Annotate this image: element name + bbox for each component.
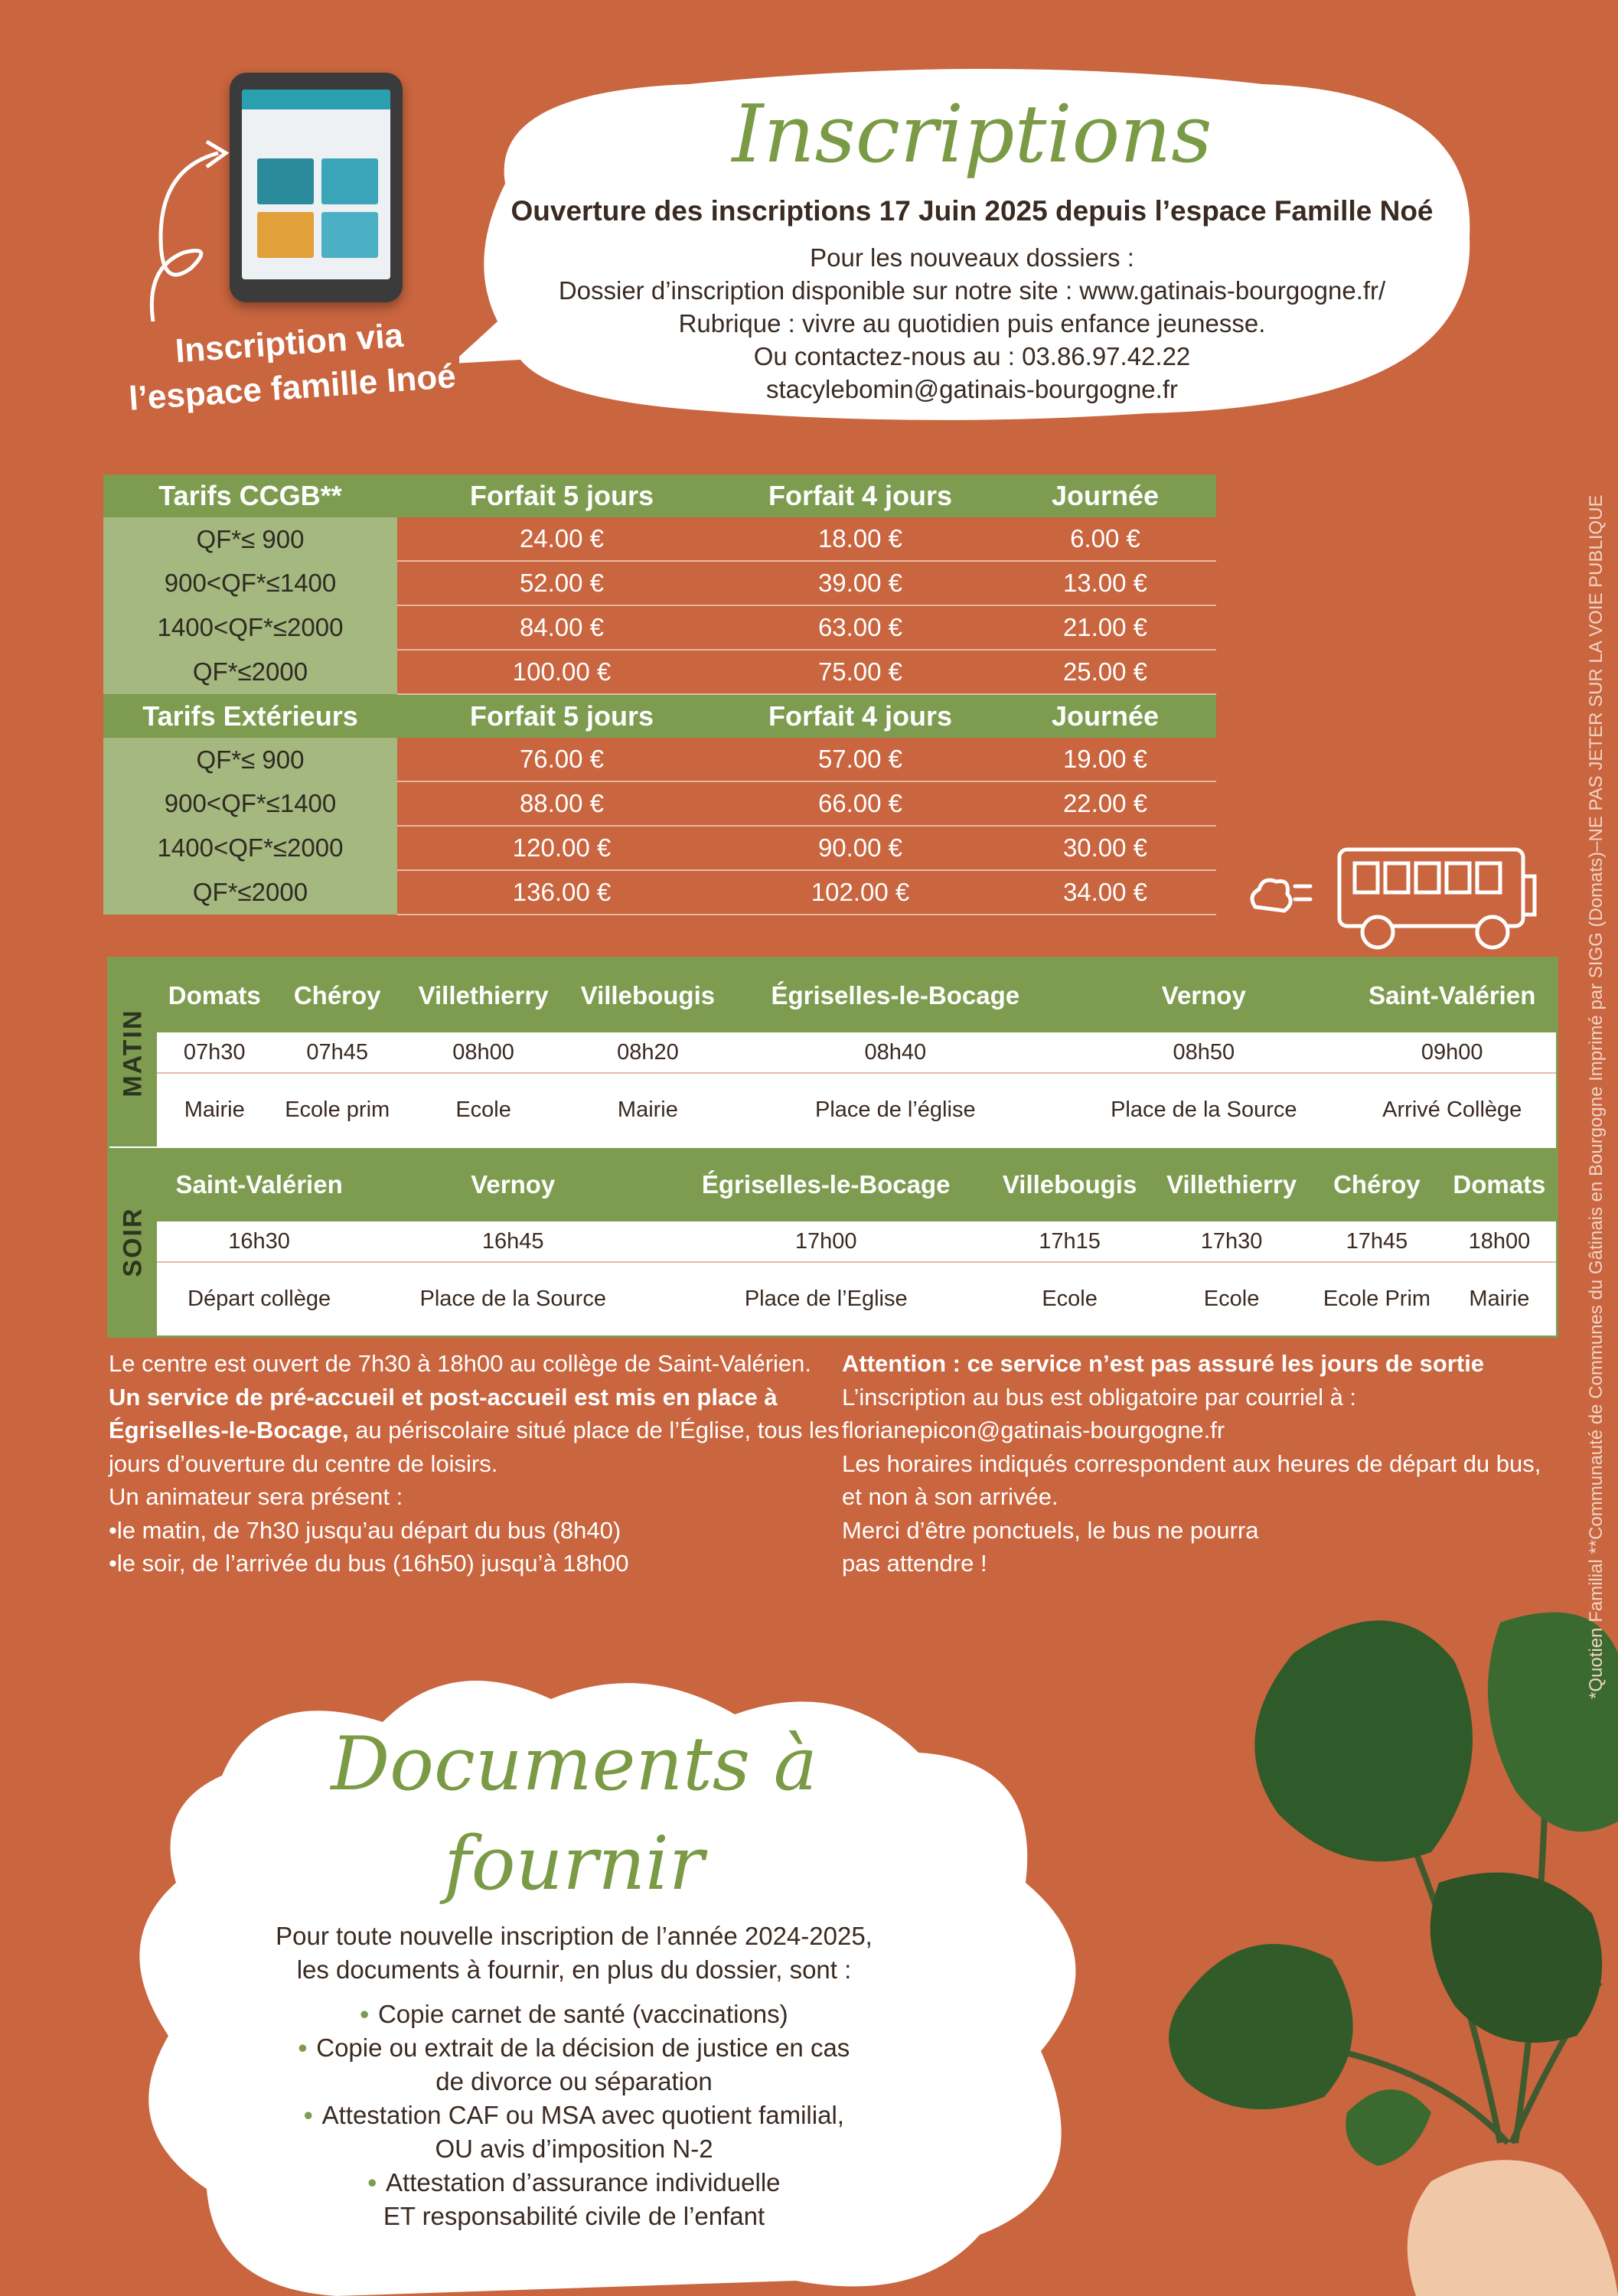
phone-line[interactable]: Ou contactez-nous au : 03.86.97.42.22: [753, 342, 1191, 370]
soir-table: [157, 1148, 1556, 1335]
table-row: 900<QF*≤1400 52.00 € 39.00 € 13.00 €: [103, 561, 1216, 605]
documents-title: Documents à fournir: [331, 1721, 817, 1906]
tarifs-header-row: [103, 694, 1216, 738]
table-row: QF*≤2000 100.00 € 75.00 € 25.00 €: [103, 650, 1216, 694]
city-row: Saint-Valérien Vernoy Égriselles-le-Bocage Villebougis Villethierry Chéroy Domats: [157, 1148, 1556, 1221]
tarifs-table: [103, 475, 1216, 915]
inscriptions-panel: [490, 80, 1454, 406]
documents-panel: [191, 1714, 957, 2233]
matin-table: [157, 959, 1556, 1146]
bus-email-link[interactable]: florianepicon@gatinais-bourgogne.fr: [842, 1417, 1225, 1443]
table-row: QF*≤2000 136.00 € 102.00 € 34.00 €: [103, 870, 1216, 915]
website-line[interactable]: Dossier d’inscription disponible sur notre site : www.gatinais-bourgogne.fr/: [558, 276, 1386, 305]
info-line: Pour les nouveaux dossiers :: [810, 243, 1134, 272]
curved-arrow-icon: [130, 138, 245, 329]
group-label: Tarifs Extérieurs: [103, 694, 397, 738]
table-row: QF*≤ 900 76.00 € 57.00 € 19.00 €: [103, 738, 1216, 781]
place-row: Départ collège Place de la Source Place de l’Eglise Ecole Ecole Ecole Prim Mairie: [188, 1287, 1530, 1311]
centre-info: Le centre est ouvert de 7h30 à 18h00 au collège de Saint-Valérien. Un service de pré-accueil et post-accueil est mis en place à Égriselles-le-Bocage, au périscolaire situé place de l’Église, tous les jours d’ouverture du centre de loisirs. Un animateur sera présent : •le matin, de 7h30 jusqu’au départ du bus (8h40) •le soir, de l’arrivée du bus (16h50) jusqu’à 18h00: [109, 1350, 840, 1577]
documents-list: [191, 1998, 957, 2233]
column-header: Journée: [994, 694, 1216, 738]
table-row: 1400<QF*≤2000 120.00 € 90.00 € 30.00 €: [103, 826, 1216, 870]
column-header: Forfait 5 jours: [397, 475, 726, 517]
column-header: Journée: [994, 475, 1216, 517]
table-row: 900<QF*≤1400 88.00 € 66.00 € 22.00 €: [103, 781, 1216, 826]
opening-date: Ouverture des inscriptions 17 Juin 2025 depuis l’espace Famille Noé: [511, 195, 1434, 227]
time-row: 16h30 16h45 17h00 17h15 17h30 17h45 18h00: [157, 1221, 1556, 1262]
bus-icon: [1248, 842, 1538, 957]
city-row: Domats Chéroy Villethierry Villebougis Égriselles-le-Bocage Vernoy Saint-Valérien: [157, 959, 1556, 1032]
column-header: Forfait 5 jours: [397, 694, 726, 738]
side-note: *Quotien Familial **Communauté de Communes du Gâtinais en Bourgogne Imprimé par SIGG (Domats)–NE PAS JETER SUR LA VOIE PUBLIQUE: [1586, 494, 1607, 1699]
email-link[interactable]: stacylebomin@gatinais-bourgogne.fr: [766, 375, 1178, 403]
time-row: 07h30 07h45 08h00 08h20 08h40 08h50 09h00: [157, 1032, 1556, 1073]
inscriptions-title: Inscriptions: [732, 87, 1212, 181]
list-item: • Attestation d’assurance individuelle ET responsabilité civile de l’enfant: [367, 2168, 781, 2230]
group-label: Tarifs CCGB**: [103, 475, 397, 517]
list-item: • Attestation CAF ou MSA avec quotient familial, OU avis d’imposition N-2: [304, 2101, 844, 2163]
matin-label: MATIN: [109, 959, 157, 1146]
table-row: QF*≤ 900 24.00 € 18.00 € 6.00 €: [103, 517, 1216, 561]
table-row: 1400<QF*≤2000 84.00 € 63.00 € 21.00 €: [103, 605, 1216, 650]
tablet-caption: Inscription via l’espace famille Inoé: [127, 316, 458, 418]
soir-label: SOIR: [109, 1148, 157, 1336]
tarifs-header-row: [103, 475, 1216, 517]
tablet-illustration: [230, 73, 403, 302]
column-header: Forfait 4 jours: [726, 475, 994, 517]
bus-schedule: [107, 957, 1558, 1338]
bus-info: Attention : ce service n’est pas assuré les jours de sortie L’inscription au bus est obligatoire par courriel à : florianepicon@gatinais-bourgogne.fr Les horaires indiqués correspondent aux heures de départ du bus, et non à son arrivée. Merci d’être ponctuels, le bus ne pourra pas attendre !: [842, 1347, 1546, 1580]
info-line: Rubrique : vivre au quotidien puis enfance jeunesse.: [678, 309, 1266, 338]
list-item: • Copie carnet de santé (vaccinations): [360, 2000, 788, 2028]
place-row: Mairie Ecole prim Ecole Mairie Place de l’église Place de la Source Arrivé Collège: [184, 1097, 1522, 1122]
column-header: Forfait 4 jours: [726, 694, 994, 738]
monstera-plant-image: [1072, 1454, 1618, 2296]
documents-intro: Pour toute nouvelle inscription de l’année 2024-2025, les documents à fournir, en plus du dossier, sont :: [276, 1922, 873, 1984]
list-item: • Copie ou extrait de la décision de justice en cas de divorce ou séparation: [298, 2033, 850, 2095]
